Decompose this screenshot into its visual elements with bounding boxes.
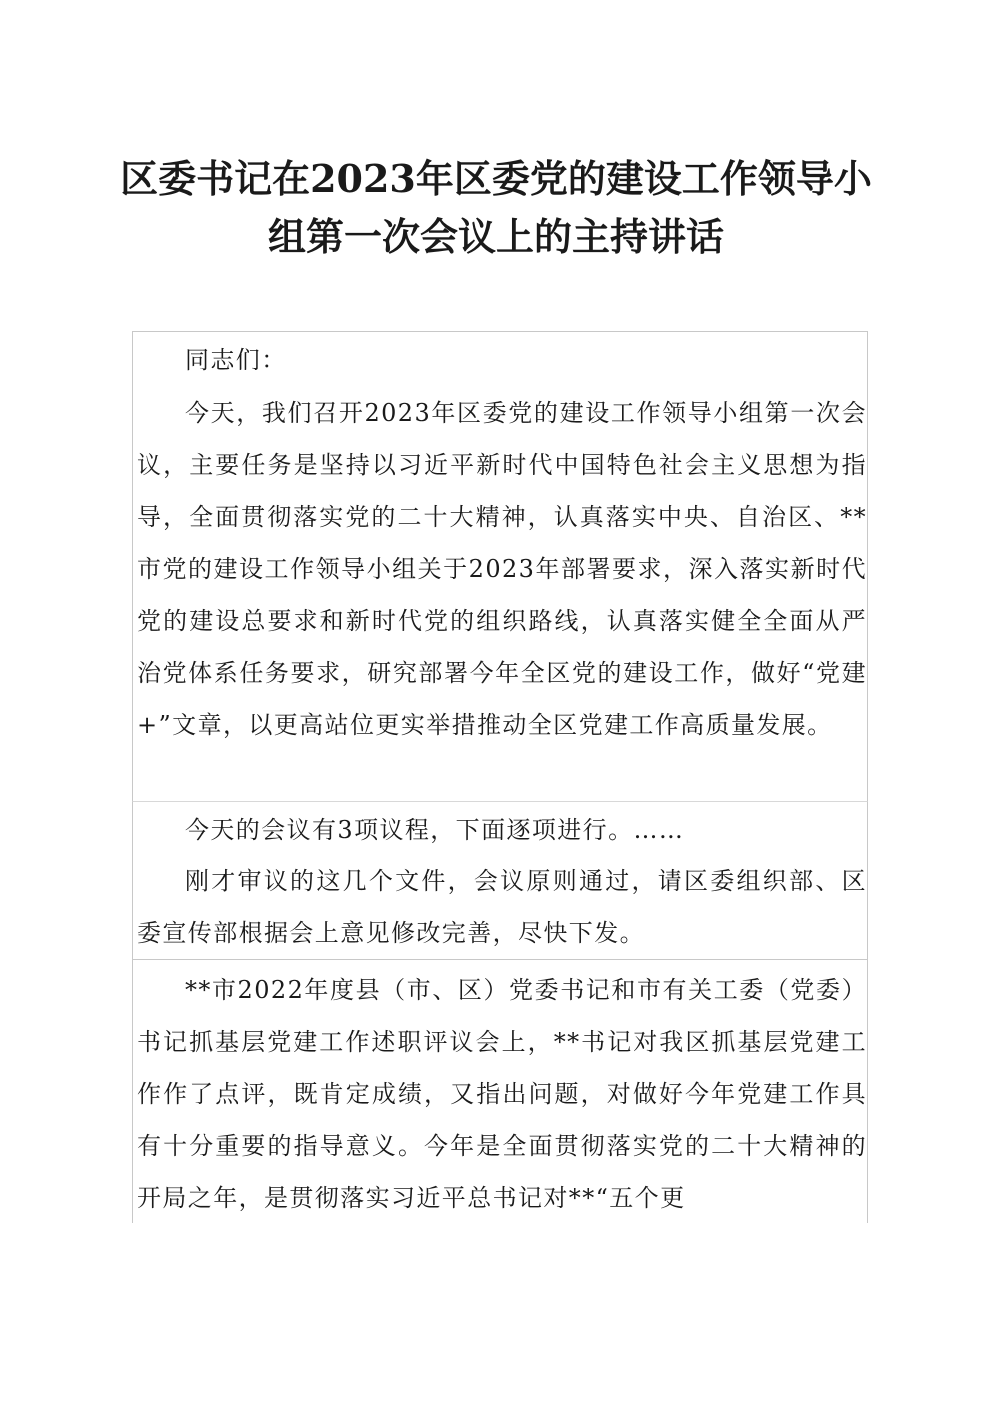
title-line-2: 组第一次会议上的主持讲话 — [267, 214, 724, 259]
text-block-opening — [132, 383, 868, 801]
text-block-agenda — [132, 801, 868, 853]
paragraph-review: 刚才审议的这几个文件，会议原则通过，请区委组织部、区委宣传部根据会上意见修改完善，尽快下发。 — [137, 867, 867, 947]
document-title — [100, 150, 892, 266]
paragraph-greeting: 同志们： — [185, 346, 287, 374]
paragraph-assessment: **市2022年度县（市、区）党委书记和市有关工委（党委）书记抓基层党建工作述职评议会上，**书记对我区抓基层党建工作作了点评，既肯定成绩，又指出问题，对做好今年党建工作具有十分重要的指导意义。今年是全面贯彻落实党的二十大精神的开局之年，是贯彻落实习近平总书记对**“五个更 — [137, 976, 867, 1212]
title-line-1: 区委书记在2023年区委党的建设工作领导小 — [120, 156, 872, 201]
text-block-review — [132, 853, 868, 959]
paragraph-agenda: 今天的会议有3项议程，下面逐项进行。…… — [185, 816, 685, 844]
text-block-greeting — [132, 331, 868, 383]
text-block-assessment — [132, 959, 868, 1223]
paragraph-opening: 今天，我们召开2023年区委党的建设工作领导小组第一次会议，主要任务是坚持以习近平新时代中国特色社会主义思想为指导，全面贯彻落实党的二十大精神，认真落实中央、自治区、**市党的建设工作领导小组关于2023年部署要求，深入落实新时代党的建设总要求和新时代党的组织路线，认真落实健全全面从严治党体系任务要求，研究部署今年全区党的建设工作，做好“党建+”文章，以更高站位更实举措推动全区党建工作高质量发展。 — [137, 399, 867, 739]
